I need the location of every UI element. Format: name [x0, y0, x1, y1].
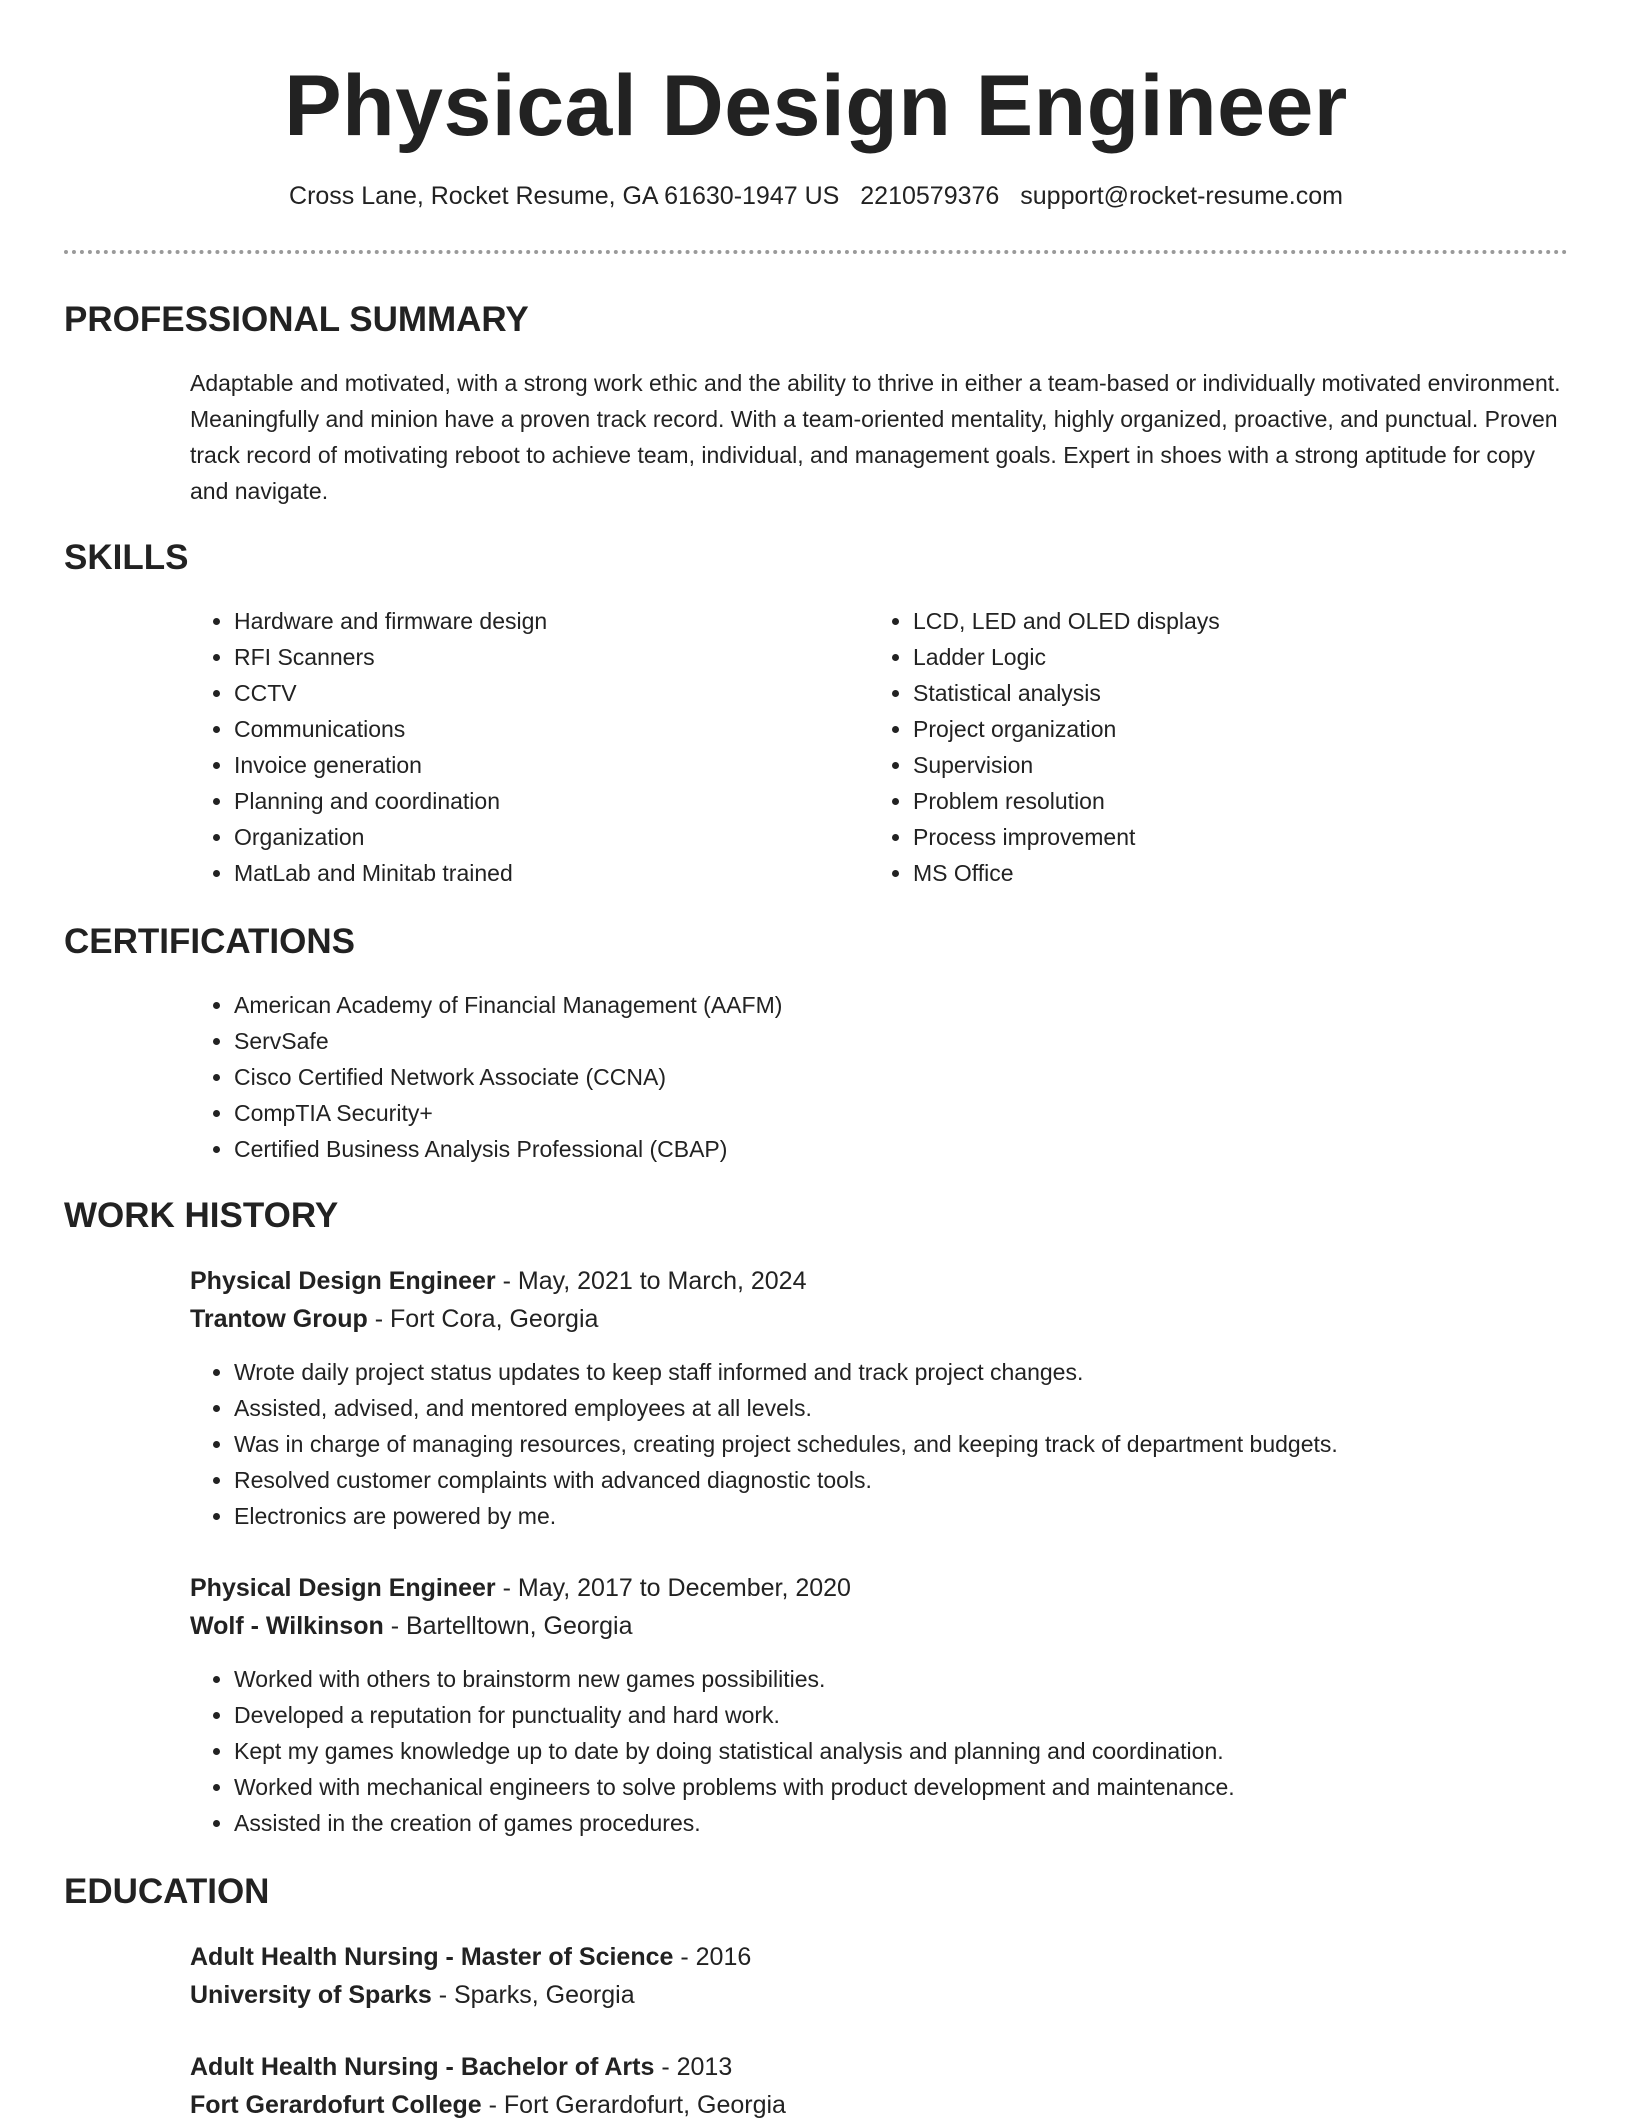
list-item: • MS Office — [913, 855, 1489, 891]
list-item: • Was in charge of managing resources, creating project schedules, and keeping track of department budgets. — [234, 1426, 1568, 1462]
job-company: Wolf - Wilkinson — [190, 1612, 384, 1640]
list-item: • RFI Scanners — [234, 639, 810, 675]
job-company: Trantow Group — [190, 1305, 368, 1333]
list-item: • Hardware and firmware design — [234, 603, 810, 639]
education-degree-line — [190, 2048, 1568, 2086]
resume-name: Physical Design Engineer — [284, 58, 1348, 154]
job-entry — [190, 1569, 1568, 1645]
list-item: • Certified Business Analysis Professional (CBAP) — [234, 1131, 1568, 1167]
list-item: • Worked with others to brainstorm new games possibilities. — [234, 1661, 1568, 1697]
list-item: • Communications — [234, 711, 810, 747]
header-divider — [64, 250, 1568, 254]
section-title-summary: PROFESSIONAL SUMMARY — [64, 300, 529, 339]
section-title-skills: SKILLS — [64, 538, 189, 577]
education-school-line — [190, 2086, 1568, 2124]
skills-right-list — [869, 603, 1489, 891]
skills-right-column — [869, 603, 1489, 891]
list-item: • Supervision — [913, 747, 1489, 783]
job-dates: - May, 2021 to March, 2024 — [495, 1267, 807, 1295]
list-item: • American Academy of Financial Management (AAFM) — [234, 987, 1568, 1023]
education-degree: Adult Health Nursing - Master of Science — [190, 1943, 674, 1971]
list-item: • Wrote daily project status updates to keep staff informed and track project changes. — [234, 1354, 1568, 1390]
list-item: • ServSafe — [234, 1023, 1568, 1059]
education-year: - 2013 — [654, 2053, 733, 2081]
job-role-line — [190, 1262, 1568, 1300]
list-item: • Electronics are powered by me. — [234, 1498, 1568, 1534]
list-item: • Resolved customer complaints with advanced diagnostic tools. — [234, 1462, 1568, 1498]
education-location: - Fort Gerardofurt, Georgia — [481, 2091, 786, 2119]
job-role-line — [190, 1569, 1568, 1607]
list-item: • Invoice generation — [234, 747, 810, 783]
education-year: - 2016 — [673, 1943, 752, 1971]
education-degree-line — [190, 1938, 1568, 1976]
education-degree: Adult Health Nursing - Bachelor of Arts — [190, 2053, 655, 2081]
list-item: • Kept my games knowledge up to date by doing statistical analysis and planning and coordination. — [234, 1733, 1568, 1769]
education-school: University of Sparks — [190, 1981, 432, 2009]
list-item: • MatLab and Minitab trained — [234, 855, 810, 891]
job-bullets-block — [190, 1354, 1568, 1534]
list-item: • Problem resolution — [913, 783, 1489, 819]
education-school: Fort Gerardofurt College — [190, 2091, 482, 2119]
contact-address: Cross Lane, Rocket Resume, GA 61630-1947 US — [289, 182, 840, 210]
certifications-list — [190, 987, 1568, 1167]
summary-text: Adaptable and motivated, with a strong work ethic and the ability to thrive in either a team-based or individually motivated environment. Meaningfully and minion have a proven track record. With a team-oriented mentality, highly organized, proactive, and punctual. Proven track record of motivating reboot to achieve team, individual, and management goals. Expert in shoes with a strong aptitude for copy and navigate. — [190, 370, 1561, 504]
job-company-line — [190, 1300, 1568, 1338]
job-location: - Bartelltown, Georgia — [383, 1612, 633, 1640]
contact-email: support@rocket-resume.com — [1020, 182, 1343, 210]
list-item: • Assisted, advised, and mentored employees at all levels. — [234, 1390, 1568, 1426]
list-item: • Planning and coordination — [234, 783, 810, 819]
list-item: • LCD, LED and OLED displays — [913, 603, 1489, 639]
education-entry — [190, 2048, 1568, 2124]
job-location: - Fort Cora, Georgia — [367, 1305, 599, 1333]
list-item: • Project organization — [913, 711, 1489, 747]
list-item: • Worked with mechanical engineers to solve problems with product development and maintenance. — [234, 1769, 1568, 1805]
list-item: • Process improvement — [913, 819, 1489, 855]
contact-phone: 2210579376 — [860, 182, 1000, 210]
list-item: • Organization — [234, 819, 810, 855]
section-title-work-history: WORK HISTORY — [64, 1196, 339, 1235]
list-item: • Developed a reputation for punctuality and hard work. — [234, 1697, 1568, 1733]
job-bullets — [190, 1661, 1568, 1841]
job-company-line — [190, 1607, 1568, 1645]
section-title-education: EDUCATION — [64, 1872, 270, 1911]
list-item: • Ladder Logic — [913, 639, 1489, 675]
list-item: • CompTIA Security+ — [234, 1095, 1568, 1131]
skills-left-column — [190, 603, 810, 891]
job-role: Physical Design Engineer — [190, 1267, 496, 1295]
job-role: Physical Design Engineer — [190, 1574, 496, 1602]
job-bullets-block — [190, 1661, 1568, 1841]
summary-block — [190, 365, 1568, 509]
job-dates: - May, 2017 to December, 2020 — [495, 1574, 851, 1602]
list-item: • Statistical analysis — [913, 675, 1489, 711]
section-title-certifications: CERTIFICATIONS — [64, 922, 356, 961]
certifications-block — [190, 987, 1568, 1167]
education-school-line — [190, 1976, 1568, 2014]
list-item: • Cisco Certified Network Associate (CCNA) — [234, 1059, 1568, 1095]
job-bullets — [190, 1354, 1568, 1534]
job-entry — [190, 1262, 1568, 1338]
list-item: • CCTV — [234, 675, 810, 711]
education-location: - Sparks, Georgia — [431, 1981, 635, 2009]
education-entry — [190, 1938, 1568, 2014]
contact-line — [64, 180, 1568, 212]
resume-page — [64, 0, 1568, 2119]
list-item: • Assisted in the creation of games procedures. — [234, 1805, 1568, 1841]
skills-left-list — [190, 603, 810, 891]
